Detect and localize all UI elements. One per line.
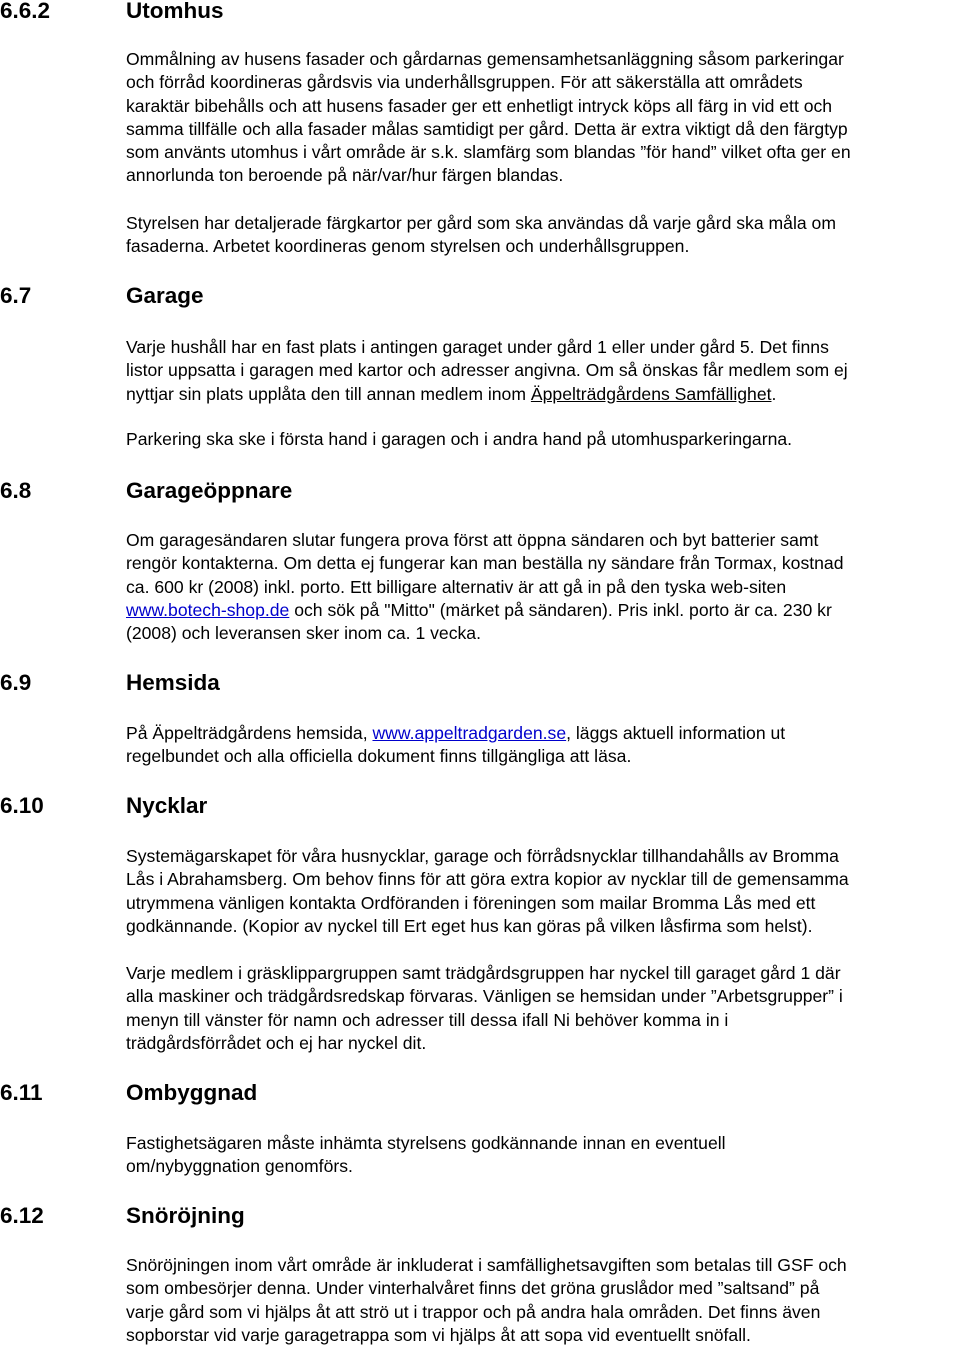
text-line: Om garagesändaren slutar fungera prova först att öppna sändaren och byt batterier samt <box>126 530 819 550</box>
section-title: Nycklar <box>126 793 208 818</box>
section-number: 6.12 <box>0 1203 44 1228</box>
text-line: varje gård som vi hjälps åt att strö ut i trappor och på andra hala områden. Det finns även <box>126 1301 821 1322</box>
paragraph-hemsida-1 <box>126 722 960 769</box>
text-line: sopborstar vid varje garagetrappa som vi hjälps åt att sopa vid eventuellt snöfall. <box>126 1324 751 1345</box>
section-heading-6-9 <box>0 670 220 696</box>
text-fragment: . <box>771 383 777 404</box>
text-line: som använts utomhus i vårt område är s.k. slamfärg som blandas ”för hand” vilket ofta ger en <box>126 142 851 163</box>
text-fragment: På Äppelträdgårdens hemsida, <box>126 723 373 743</box>
section-number: 6.8 <box>0 478 32 503</box>
botech-shop-link[interactable]: www.botech-shop.de <box>126 599 290 620</box>
paragraph-garage-1 <box>126 336 960 406</box>
text-line: som ombesörjer denna. Under vinterhalvåret finns det gröna gruslådor med ”saltsand” på <box>126 1278 820 1299</box>
text-line: (2008) och leveransen sker inom ca. 1 vecka. <box>126 623 481 644</box>
section-number: 6.7 <box>0 283 32 308</box>
text-line: trädgårdsförrådet och ej har nyckel dit. <box>126 1032 427 1053</box>
section-heading-6-11 <box>0 1080 257 1106</box>
text-line: fasaderna. Arbetet koordineras genom styrelsen och underhållsgruppen. <box>126 236 690 257</box>
text-fragment: , läggs aktuell information ut <box>566 723 786 743</box>
text-line: karaktär bibehålls och att husens fasader ger ett enhetligt intryck köps all färg in vid ett och <box>126 95 833 116</box>
text-line: Snöröjningen inom vårt område är inkluderat i samfällighetsavgiften som betalas till GSF och <box>126 1255 847 1275</box>
section-title: Garageöppnare <box>126 478 293 503</box>
text-line <box>126 383 960 406</box>
text-line: samma tillfälle och alla fasader målas samtidigt per gård. Detta är extra viktigt då den färgtyp <box>126 118 848 139</box>
section-number: 6.9 <box>0 670 32 695</box>
text-line: om/nybyggnation genomförs. <box>126 1156 353 1177</box>
section-title: Ombyggnad <box>126 1080 258 1105</box>
paragraph-utomhus-2 <box>126 212 960 259</box>
text-line: alla maskiner och trädgårdsredskap förvaras. Vänligen se hemsidan under ”Arbetsgrupper” i <box>126 986 843 1007</box>
section-title: Utomhus <box>126 0 224 23</box>
text-line: rengör kontakterna. Om detta ej fungerar kan man beställa ny sändare från Tormax, kostnad <box>126 553 844 574</box>
text-fragment: och sök på "Mitto" (märket på sändaren). Pris inkl. porto är ca. 230 kr <box>289 599 832 620</box>
paragraph-utomhus-1 <box>126 48 960 188</box>
section-heading-6-10 <box>0 793 207 819</box>
section-heading-6-12 <box>0 1203 245 1229</box>
text-line <box>126 722 960 745</box>
paragraph-nycklar-1 <box>126 845 960 938</box>
text-line: Systemägarskapet för våra husnycklar, garage och förrådsnycklar tillhandahålls av Bromma <box>126 846 839 866</box>
section-heading-6-7 <box>0 283 204 309</box>
paragraph-garageoppnare-1 <box>126 529 960 645</box>
text-line: Styrelsen har detaljerade färgkartor per gård som ska användas då varje gård ska måla om <box>126 213 836 233</box>
text-line: Varje hushåll har en fast plats i antingen garaget under gård 1 eller under gård 5. Det finns <box>126 337 829 357</box>
text-line: Parkering ska ske i första hand i garagen och i andra hand på utomhusparkeringarna. <box>126 429 793 449</box>
section-number: 6.10 <box>0 793 44 818</box>
paragraph-ombyggnad-1 <box>126 1132 960 1179</box>
paragraph-garage-2 <box>126 428 960 451</box>
text-line: Varje medlem i gräsklippargruppen samt trädgårdsgruppen har nyckel till garaget gård 1 där <box>126 963 841 983</box>
section-number: 6.6.2 <box>0 0 51 23</box>
text-line: Fastighetsägaren måste inhämta styrelsens godkännande innan en eventuell <box>126 1133 726 1153</box>
text-line: Ommålning av husens fasader och gårdarnas gemensamhetsanläggning såsom parkeringar <box>126 49 844 69</box>
section-heading-6-8 <box>0 478 292 504</box>
text-line: och förråd koordineras gårdsvis via underhållsgruppen. För att säkerställa att områdets <box>126 72 803 93</box>
samfallighet-name: Äppelträdgårdens Samfällighet <box>530 383 772 404</box>
text-line: godkännande. (Kopior av nyckel till Ert eget hus kan göras på vilken låsfirma som helst). <box>126 915 813 936</box>
paragraph-snorojning-1 <box>126 1254 960 1347</box>
paragraph-nycklar-2 <box>126 962 960 1055</box>
section-heading-6-6-2 <box>0 0 224 24</box>
text-line <box>126 599 960 622</box>
section-title: Hemsida <box>126 670 220 695</box>
text-line: Lås i Abrahamsberg. Om behov finns för att göra extra kopior av nycklar till de gemensamma <box>126 869 849 890</box>
appeltradgarden-link[interactable]: www.appeltradgarden.se <box>372 723 567 743</box>
text-line: utrymmena vänligen kontakta Ordföranden i föreningen som mailar Bromma Lås med ett <box>126 892 816 913</box>
text-line: annorlunda ton beroende på när/var/hur färgen blandas. <box>126 165 564 186</box>
text-line: ca. 600 kr (2008) inkl. porto. Ett billigare alternativ är att gå in på den tyska web-siten <box>126 576 787 597</box>
section-title: Garage <box>126 283 204 308</box>
section-title: Snöröjning <box>126 1203 245 1228</box>
text-line: listor uppsatta i garagen med kartor och adresser angivna. Om så önskas får medlem som ej <box>126 360 848 381</box>
text-line: regelbundet och alla officiella dokument finns tillgängliga att läsa. <box>126 746 632 767</box>
text-fragment: nyttjar sin plats upplåta den till annan medlem inom <box>126 383 531 404</box>
text-line: menyn till vänster för namn och adresser till dessa ifall Ni behöver komma in i <box>126 1009 729 1030</box>
section-number: 6.11 <box>0 1080 43 1105</box>
